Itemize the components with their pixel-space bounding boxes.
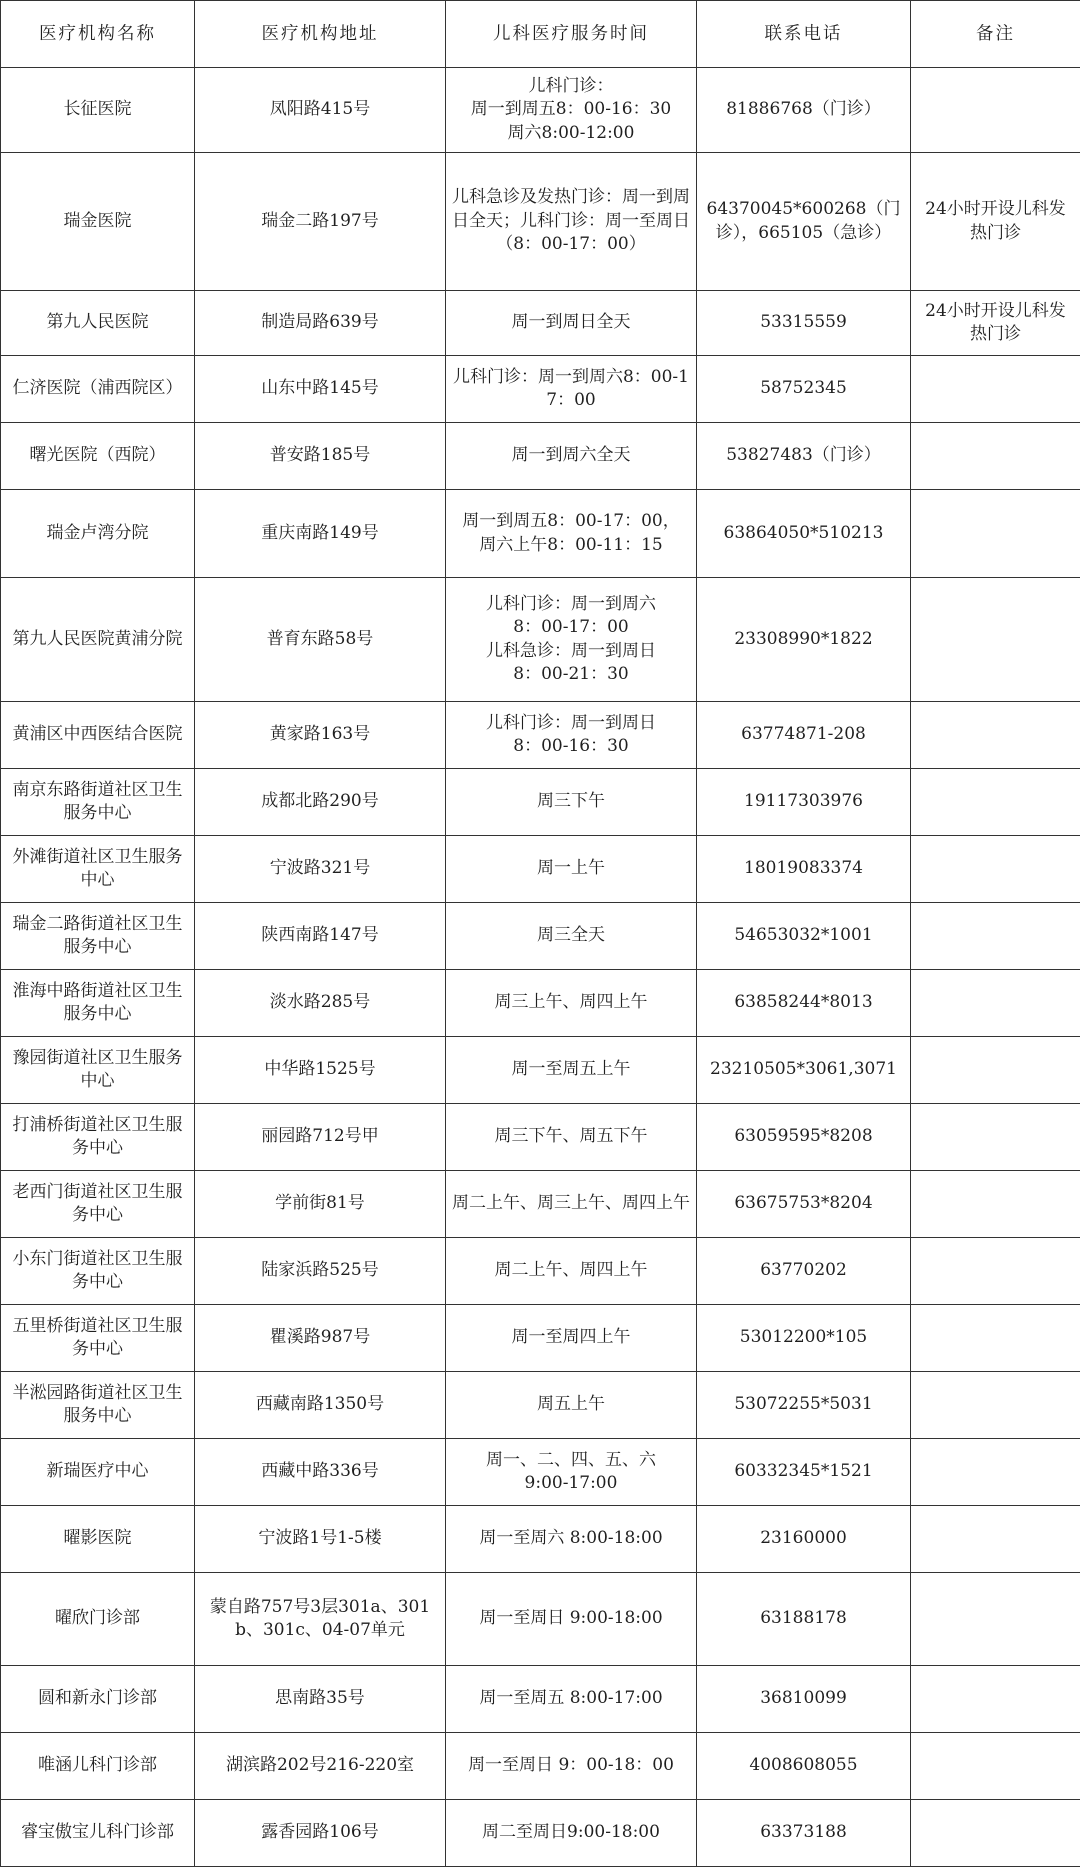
address-text: 陆家浜路525号 xyxy=(201,1259,439,1282)
table-row xyxy=(1,836,1080,903)
cell-phone xyxy=(697,291,911,356)
address-text: 陕西南路147号 xyxy=(201,924,439,947)
cell-address xyxy=(195,291,446,356)
table-row xyxy=(1,903,1080,970)
hours-text: 周一至周日 9:00-18:00 xyxy=(452,1607,690,1630)
address-text: 瑞金二路197号 xyxy=(201,210,439,233)
phone-text: 54653032*1001 xyxy=(703,924,904,947)
cell-address xyxy=(195,1733,446,1800)
cell-note xyxy=(911,356,1080,423)
phone-text: 53012200*105 xyxy=(703,1326,904,1349)
cell-phone xyxy=(697,1666,911,1733)
address-text: 黄家路163号 xyxy=(201,723,439,746)
name-text: 第九人民医院 xyxy=(7,311,188,334)
cell-name xyxy=(1,903,195,970)
cell-hours xyxy=(446,153,697,291)
hours-text: 周一至周日 9：00-18：00 xyxy=(452,1754,690,1777)
address-text: 学前街81号 xyxy=(201,1192,439,1215)
cell-name xyxy=(1,68,195,153)
cell-hours xyxy=(446,1305,697,1372)
cell-phone xyxy=(697,1573,911,1666)
phone-text: 63774871-208 xyxy=(703,723,904,746)
address-text: 丽园路712号甲 xyxy=(201,1125,439,1148)
cell-name xyxy=(1,1037,195,1104)
cell-address xyxy=(195,68,446,153)
cell-note xyxy=(911,1104,1080,1171)
table-row xyxy=(1,1439,1080,1506)
name-text: 曙光医院（西院） xyxy=(7,444,188,467)
hours-text: 周二上午、周三上午、周四上午 xyxy=(452,1192,690,1215)
cell-address xyxy=(195,153,446,291)
hours-text: 周三全天 xyxy=(452,924,690,947)
cell-phone xyxy=(697,578,911,702)
address-text: 思南路35号 xyxy=(201,1687,439,1710)
cell-note xyxy=(911,1305,1080,1372)
cell-phone xyxy=(697,423,911,490)
name-text: 第九人民医院黄浦分院 xyxy=(7,628,188,651)
cell-phone xyxy=(697,490,911,578)
name-text: 新瑞医疗中心 xyxy=(7,1460,188,1483)
phone-text: 23160000 xyxy=(703,1527,904,1550)
cell-note xyxy=(911,1171,1080,1238)
cell-name xyxy=(1,1305,195,1372)
name-text: 外滩街道社区卫生服务中心 xyxy=(7,846,188,893)
cell-phone xyxy=(697,1104,911,1171)
header-note: 备注 xyxy=(911,1,1080,68)
cell-name xyxy=(1,970,195,1037)
cell-note xyxy=(911,1238,1080,1305)
cell-name xyxy=(1,1573,195,1666)
hours-text: 周一、二、四、五、六 9:00-17:00 xyxy=(452,1449,690,1496)
cell-name xyxy=(1,1104,195,1171)
cell-phone xyxy=(697,903,911,970)
header-phone: 联系电话 xyxy=(697,1,911,68)
table-row xyxy=(1,1171,1080,1238)
phone-text: 53315559 xyxy=(703,311,904,334)
name-text: 瑞金卢湾分院 xyxy=(7,522,188,545)
cell-hours xyxy=(446,1037,697,1104)
cell-phone xyxy=(697,1171,911,1238)
cell-hours xyxy=(446,1104,697,1171)
hours-text: 周二上午、周四上午 xyxy=(452,1259,690,1282)
cell-name xyxy=(1,1800,195,1867)
table-row xyxy=(1,1733,1080,1800)
cell-address xyxy=(195,970,446,1037)
cell-phone xyxy=(697,1733,911,1800)
table-row xyxy=(1,423,1080,490)
phone-text: 81886768（门诊） xyxy=(703,98,904,121)
cell-address xyxy=(195,769,446,836)
phone-text: 63675753*8204 xyxy=(703,1192,904,1215)
cell-address xyxy=(195,1573,446,1666)
address-text: 山东中路145号 xyxy=(201,377,439,400)
cell-phone xyxy=(697,356,911,423)
cell-hours xyxy=(446,490,697,578)
cell-phone xyxy=(697,1372,911,1439)
hours-text: 儿科门诊： 周一到周五8：00-16：30 周六8:00-12:00 xyxy=(452,75,690,145)
cell-note xyxy=(911,1573,1080,1666)
cell-phone xyxy=(697,1800,911,1867)
cell-hours xyxy=(446,1506,697,1573)
cell-name xyxy=(1,356,195,423)
table-row xyxy=(1,702,1080,769)
cell-name xyxy=(1,423,195,490)
cell-address xyxy=(195,1439,446,1506)
phone-text: 53072255*5031 xyxy=(703,1393,904,1416)
cell-hours xyxy=(446,1171,697,1238)
cell-hours xyxy=(446,578,697,702)
name-text: 圆和新永门诊部 xyxy=(7,1687,188,1710)
cell-note xyxy=(911,903,1080,970)
cell-name xyxy=(1,1733,195,1800)
cell-hours xyxy=(446,1439,697,1506)
hours-text: 周五上午 xyxy=(452,1393,690,1416)
cell-note xyxy=(911,1372,1080,1439)
address-text: 普育东路58号 xyxy=(201,628,439,651)
name-text: 瑞金医院 xyxy=(7,210,188,233)
cell-note xyxy=(911,1037,1080,1104)
cell-hours xyxy=(446,1372,697,1439)
cell-name xyxy=(1,1171,195,1238)
name-text: 南京东路街道社区卫生服务中心 xyxy=(7,779,188,826)
table-row xyxy=(1,1506,1080,1573)
phone-text: 18019083374 xyxy=(703,857,904,880)
hours-text: 周三下午 xyxy=(452,790,690,813)
table-body xyxy=(1,68,1080,1867)
name-text: 黄浦区中西医结合医院 xyxy=(7,723,188,746)
hours-text: 儿科门诊：周一到周日 8：00-16：30 xyxy=(452,712,690,759)
address-text: 淡水路285号 xyxy=(201,991,439,1014)
cell-name xyxy=(1,836,195,903)
cell-phone xyxy=(697,769,911,836)
address-text: 重庆南路149号 xyxy=(201,522,439,545)
hours-text: 周一到周六全天 xyxy=(452,444,690,467)
cell-hours xyxy=(446,903,697,970)
cell-address xyxy=(195,903,446,970)
address-text: 湖滨路202号216-220室 xyxy=(201,1754,439,1777)
name-text: 半淞园路街道社区卫生服务中心 xyxy=(7,1382,188,1429)
cell-address xyxy=(195,1171,446,1238)
table-row xyxy=(1,1037,1080,1104)
phone-text: 23308990*1822 xyxy=(703,628,904,651)
cell-address xyxy=(195,1800,446,1867)
cell-phone xyxy=(697,68,911,153)
cell-note xyxy=(911,1800,1080,1867)
header-name: 医疗机构名称 xyxy=(1,1,195,68)
cell-hours xyxy=(446,1238,697,1305)
cell-name xyxy=(1,1439,195,1506)
phone-text: 64370045*600268（门诊），665105（急诊） xyxy=(703,198,904,245)
phone-text: 60332345*1521 xyxy=(703,1460,904,1483)
cell-phone xyxy=(697,1305,911,1372)
cell-name xyxy=(1,1666,195,1733)
cell-name xyxy=(1,1506,195,1573)
hours-text: 周一至周六 8:00-18:00 xyxy=(452,1527,690,1550)
cell-note xyxy=(911,578,1080,702)
name-text: 淮海中路街道社区卫生服务中心 xyxy=(7,980,188,1027)
table-row xyxy=(1,1305,1080,1372)
phone-text: 63858244*8013 xyxy=(703,991,904,1014)
cell-name xyxy=(1,490,195,578)
cell-note xyxy=(911,1666,1080,1733)
name-text: 曜欣门诊部 xyxy=(7,1607,188,1630)
table-row xyxy=(1,1372,1080,1439)
phone-text: 23210505*3061,3071 xyxy=(703,1058,904,1081)
hours-text: 儿科门诊：周一到周六8：00-17：00 xyxy=(452,366,690,413)
name-text: 五里桥街道社区卫生服务中心 xyxy=(7,1315,188,1362)
table-row xyxy=(1,68,1080,153)
cell-name xyxy=(1,1372,195,1439)
hours-text: 周一上午 xyxy=(452,857,690,880)
address-text: 西藏南路1350号 xyxy=(201,1393,439,1416)
hours-text: 周一至周五上午 xyxy=(452,1058,690,1081)
cell-phone xyxy=(697,702,911,769)
table-row xyxy=(1,153,1080,291)
header-address: 医疗机构地址 xyxy=(195,1,446,68)
table-row xyxy=(1,1666,1080,1733)
cell-note xyxy=(911,490,1080,578)
address-text: 普安路185号 xyxy=(201,444,439,467)
table-row xyxy=(1,1573,1080,1666)
name-text: 睿宝傲宝儿科门诊部 xyxy=(7,1821,188,1844)
hours-text: 儿科门诊：周一到周六 8：00-17：00 儿科急诊：周一到周日 8：00-21：30 xyxy=(452,593,690,687)
address-text: 蒙自路757号3层301a、301b、301c、04-07单元 xyxy=(201,1596,439,1643)
phone-text: 19117303976 xyxy=(703,790,904,813)
name-text: 豫园街道社区卫生服务中心 xyxy=(7,1047,188,1094)
note-text: 24小时开设儿科发热门诊 xyxy=(917,300,1074,347)
cell-hours xyxy=(446,1573,697,1666)
cell-hours xyxy=(446,1800,697,1867)
cell-note xyxy=(911,836,1080,903)
cell-address xyxy=(195,1372,446,1439)
note-text: 24小时开设儿科发热门诊 xyxy=(917,198,1074,245)
cell-address xyxy=(195,356,446,423)
cell-address xyxy=(195,702,446,769)
name-text: 小东门街道社区卫生服务中心 xyxy=(7,1248,188,1295)
hours-text: 周一至周四上午 xyxy=(452,1326,690,1349)
cell-address xyxy=(195,1238,446,1305)
phone-text: 58752345 xyxy=(703,377,904,400)
phone-text: 63770202 xyxy=(703,1259,904,1282)
name-text: 唯涵儿科门诊部 xyxy=(7,1754,188,1777)
cell-note xyxy=(911,1733,1080,1800)
cell-phone xyxy=(697,1506,911,1573)
cell-note xyxy=(911,153,1080,291)
cell-address xyxy=(195,1666,446,1733)
cell-hours xyxy=(446,1666,697,1733)
cell-note xyxy=(911,68,1080,153)
cell-address xyxy=(195,490,446,578)
address-text: 宁波路1号1-5楼 xyxy=(201,1527,439,1550)
cell-hours xyxy=(446,291,697,356)
hours-text: 周三下午、周五下午 xyxy=(452,1125,690,1148)
cell-hours xyxy=(446,356,697,423)
phone-text: 36810099 xyxy=(703,1687,904,1710)
cell-hours xyxy=(446,970,697,1037)
cell-hours xyxy=(446,423,697,490)
cell-address xyxy=(195,1506,446,1573)
cell-phone xyxy=(697,1238,911,1305)
cell-address xyxy=(195,1305,446,1372)
cell-name xyxy=(1,578,195,702)
cell-address xyxy=(195,836,446,903)
phone-text: 63864050*510213 xyxy=(703,522,904,545)
cell-hours xyxy=(446,68,697,153)
table-row xyxy=(1,490,1080,578)
cell-note xyxy=(911,291,1080,356)
cell-phone xyxy=(697,153,911,291)
cell-hours xyxy=(446,702,697,769)
cell-note xyxy=(911,702,1080,769)
cell-note xyxy=(911,1439,1080,1506)
table-row xyxy=(1,1800,1080,1867)
phone-text: 63188178 xyxy=(703,1607,904,1630)
table-row xyxy=(1,769,1080,836)
address-text: 凤阳路415号 xyxy=(201,98,439,121)
address-text: 瞿溪路987号 xyxy=(201,1326,439,1349)
table-row xyxy=(1,1104,1080,1171)
name-text: 打浦桥街道社区卫生服务中心 xyxy=(7,1114,188,1161)
hours-text: 周一到周日全天 xyxy=(452,311,690,334)
hours-text: 周二至周日9:00-18:00 xyxy=(452,1821,690,1844)
address-text: 制造局路639号 xyxy=(201,311,439,334)
cell-note xyxy=(911,970,1080,1037)
cell-phone xyxy=(697,836,911,903)
cell-name xyxy=(1,153,195,291)
hours-text: 周一到周五8：00-17：00， 周六上午8：00-11：15 xyxy=(452,510,690,557)
cell-phone xyxy=(697,970,911,1037)
cell-hours xyxy=(446,769,697,836)
cell-address xyxy=(195,1037,446,1104)
header-row xyxy=(1,1,1080,68)
address-text: 西藏中路336号 xyxy=(201,1460,439,1483)
cell-name xyxy=(1,291,195,356)
address-text: 露香园路106号 xyxy=(201,1821,439,1844)
hours-text: 儿科急诊及发热门诊：周一到周日全天；儿科门诊：周一至周日（8：00-17：00） xyxy=(452,186,690,256)
cell-phone xyxy=(697,1037,911,1104)
name-text: 老西门街道社区卫生服务中心 xyxy=(7,1181,188,1228)
hours-text: 周一至周五 8:00-17:00 xyxy=(452,1687,690,1710)
cell-hours xyxy=(446,1733,697,1800)
table-row xyxy=(1,356,1080,423)
cell-address xyxy=(195,578,446,702)
table-row xyxy=(1,578,1080,702)
name-text: 曜影医院 xyxy=(7,1527,188,1550)
address-text: 成都北路290号 xyxy=(201,790,439,813)
hours-text: 周三上午、周四上午 xyxy=(452,991,690,1014)
phone-text: 4008608055 xyxy=(703,1754,904,1777)
phone-text: 53827483（门诊） xyxy=(703,444,904,467)
cell-hours xyxy=(446,836,697,903)
cell-note xyxy=(911,1506,1080,1573)
cell-name xyxy=(1,1238,195,1305)
table-row xyxy=(1,1238,1080,1305)
header-hours: 儿科医疗服务时间 xyxy=(446,1,697,68)
address-text: 宁波路321号 xyxy=(201,857,439,880)
table-row xyxy=(1,291,1080,356)
name-text: 瑞金二路街道社区卫生服务中心 xyxy=(7,913,188,960)
cell-note xyxy=(911,769,1080,836)
name-text: 仁济医院（浦西院区） xyxy=(7,377,188,400)
name-text: 长征医院 xyxy=(7,98,188,121)
cell-address xyxy=(195,1104,446,1171)
cell-phone xyxy=(697,1439,911,1506)
phone-text: 63373188 xyxy=(703,1821,904,1844)
phone-text: 63059595*8208 xyxy=(703,1125,904,1148)
cell-name xyxy=(1,702,195,769)
table-row xyxy=(1,970,1080,1037)
cell-note xyxy=(911,423,1080,490)
address-text: 中华路1525号 xyxy=(201,1058,439,1081)
cell-name xyxy=(1,769,195,836)
cell-address xyxy=(195,423,446,490)
